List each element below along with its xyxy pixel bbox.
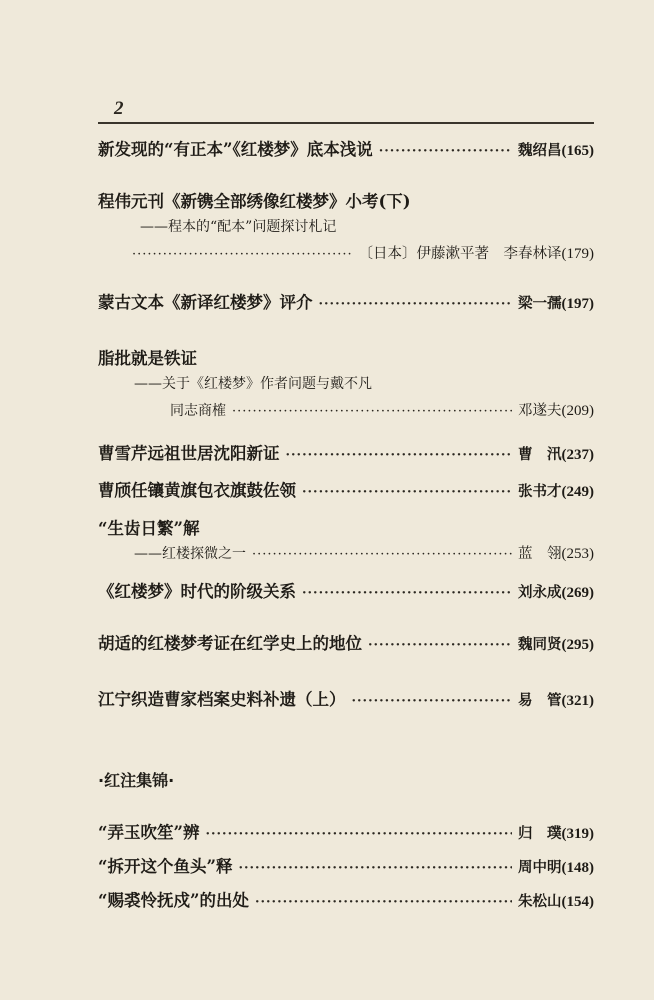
entry-page: (253) <box>561 546 594 562</box>
section-entry <box>98 819 594 843</box>
entry-page: (237) <box>561 447 594 463</box>
entry-page: (321) <box>561 693 594 709</box>
toc-entry <box>98 440 594 464</box>
entry-title: 新发现的“有正本”《红楼梦》底本浅说 <box>98 140 373 159</box>
leader-dots <box>302 485 512 498</box>
entry-author: 张书才 <box>518 483 562 500</box>
entry-page: (269) <box>561 585 594 601</box>
entry-page: (295) <box>561 637 594 653</box>
entry-title: “生齿日繁”解 <box>98 519 200 538</box>
section-entry <box>98 853 594 877</box>
toc-entry <box>98 686 594 710</box>
toc-entry <box>98 630 594 654</box>
section-heading: ·红注集锦· <box>98 771 175 790</box>
entry-author: 刘永成 <box>518 584 562 601</box>
entry-page: (154) <box>561 894 594 910</box>
entry-page: (165) <box>561 143 594 159</box>
toc-entry-author-line <box>134 542 594 563</box>
leader-dots <box>302 586 512 599</box>
leader-dots <box>205 827 512 840</box>
leader-dots <box>252 547 512 560</box>
leader-dots <box>255 895 512 908</box>
entry-author: 蓝 翎 <box>518 546 562 562</box>
entry-author: 周中明 <box>518 859 562 876</box>
entry-title: 程伟元刊《新镌全部绣像红楼梦》小考(下) <box>98 192 411 211</box>
entry-title: “赐裘怜抚戍”的出处 <box>98 891 249 910</box>
leader-dots <box>232 404 512 417</box>
leader-dots <box>368 638 512 651</box>
toc-entry-title <box>98 188 411 212</box>
entry-title: 脂批就是铁证 <box>98 349 197 368</box>
entry-title: 江宁织造曹家档案史料补遗（上） <box>98 690 346 709</box>
leader-dots <box>352 694 513 707</box>
entry-page: (148) <box>561 860 594 876</box>
entry-page: (319) <box>561 826 594 842</box>
entry-author: 朱松山 <box>518 893 562 910</box>
leader-dots <box>379 144 512 157</box>
entry-author: 魏绍昌 <box>518 142 562 159</box>
entry-author: 易 管 <box>518 692 562 709</box>
entry-author: 曹 汛 <box>518 446 562 463</box>
entry-subtitle: ——关于《红楼梦》作者问题与戴不凡 <box>134 376 372 392</box>
toc-entry-subtitle <box>140 216 336 236</box>
toc-entry <box>98 136 594 160</box>
toc-entry <box>98 477 594 501</box>
section-entry <box>98 887 594 911</box>
entry-page: (209) <box>561 403 594 419</box>
entry-title: 《红楼梦》时代的阶级关系 <box>98 582 296 601</box>
toc-entry-title <box>98 345 197 369</box>
entry-author: 归 璞 <box>518 825 562 842</box>
entry-title: “拆开这个鱼头”释 <box>98 857 233 876</box>
leader-dots <box>319 297 513 310</box>
entry-author: 〔日本〕伊藤漱平著 李春林译 <box>358 246 562 262</box>
entry-subtitle-cont: 同志商榷 <box>170 403 226 419</box>
entry-title: 胡适的红楼梦考证在红学史上的地位 <box>98 634 362 653</box>
entry-subtitle: ——程本的“配本”问题探讨札记 <box>140 219 337 235</box>
leader-dots <box>286 448 513 461</box>
toc-entry-author-line <box>132 242 594 263</box>
toc-entry <box>98 578 594 602</box>
toc-entry-author-line <box>170 399 594 420</box>
entry-author: 梁一孺 <box>518 295 562 312</box>
page-number: 2 <box>114 98 124 119</box>
entry-page: (179) <box>561 246 594 262</box>
entry-title: 曹颀任镶黄旗包衣旗鼓佐领 <box>98 481 296 500</box>
header-rule <box>98 122 594 124</box>
entry-title: 蒙古文本《新译红楼梦》评介 <box>98 293 313 312</box>
toc-entry-title <box>98 515 199 539</box>
toc-entry-subtitle <box>134 373 372 393</box>
entry-page: (197) <box>561 296 594 312</box>
entry-title: 曹雪芹远祖世居沈阳新证 <box>98 444 280 463</box>
leader-dots <box>238 861 512 874</box>
entry-author: 邓遂夫 <box>518 403 562 419</box>
entry-author: 魏同贤 <box>518 636 562 653</box>
entry-title: “弄玉吹笙”辨 <box>98 823 200 842</box>
leader-dots <box>132 247 353 260</box>
toc-entry <box>98 289 594 313</box>
entry-subtitle: ——红楼探微之一 <box>134 546 246 562</box>
entry-page: (249) <box>561 484 594 500</box>
